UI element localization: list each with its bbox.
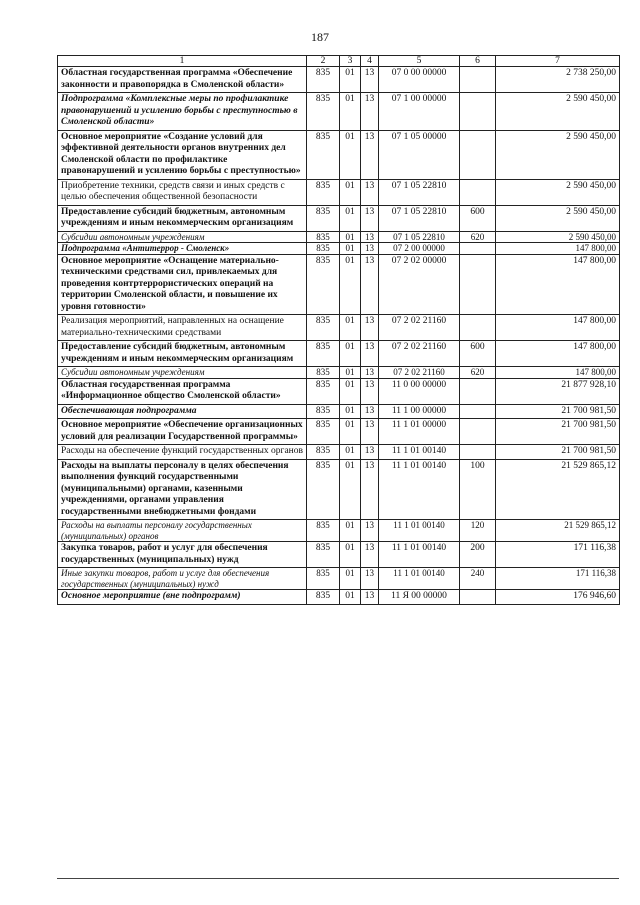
expense-type-cell [460, 590, 496, 605]
target-article-cell: 07 2 02 00000 [379, 254, 460, 315]
table-row [58, 404, 620, 419]
header-row [58, 56, 620, 67]
section-cell: 01 [340, 179, 361, 205]
target-article-cell: 07 1 05 22810 [379, 205, 460, 231]
row-name-cell: Расходы на выплаты персоналу в целях обеспечения выполнения функций государственными (муниципальными) органами, казенными учреждениями, органами управления государственными внебюджетными фондами [58, 459, 307, 520]
expense-type-cell: 600 [460, 205, 496, 231]
target-article-cell: 11 1 01 00140 [379, 520, 460, 542]
table-row [58, 341, 620, 367]
subsection-cell: 13 [361, 590, 379, 605]
section-cell: 01 [340, 254, 361, 315]
header-cell: 4 [361, 56, 379, 67]
admin-code-cell: 835 [307, 542, 340, 568]
table-row [58, 568, 620, 590]
section-cell: 01 [340, 590, 361, 605]
table-row [58, 590, 620, 605]
admin-code-cell: 835 [307, 130, 340, 179]
subsection-cell: 13 [361, 254, 379, 315]
expense-type-cell [460, 315, 496, 341]
target-article-cell: 11 1 01 00140 [379, 459, 460, 520]
subsection-cell: 13 [361, 315, 379, 341]
admin-code-cell: 835 [307, 520, 340, 542]
subsection-cell: 13 [361, 243, 379, 255]
amount-cell: 2 590 450,00 [496, 231, 620, 243]
row-name-cell: Приобретение техники, средств связи и иных средств с целью обеспечения общественной безопасности [58, 179, 307, 205]
target-article-cell: 07 1 05 22810 [379, 231, 460, 243]
expense-type-cell: 120 [460, 520, 496, 542]
expense-type-cell [460, 419, 496, 445]
amount-cell: 2 590 450,00 [496, 130, 620, 179]
table-row [58, 542, 620, 568]
section-cell: 01 [340, 378, 361, 404]
admin-code-cell: 835 [307, 231, 340, 243]
footer-rule [57, 878, 619, 879]
amount-cell: 147 800,00 [496, 341, 620, 367]
expense-type-cell: 620 [460, 367, 496, 379]
subsection-cell: 13 [361, 445, 379, 460]
expense-type-cell [460, 404, 496, 419]
subsection-cell: 13 [361, 93, 379, 131]
amount-cell: 21 700 981,50 [496, 419, 620, 445]
expense-type-cell: 200 [460, 542, 496, 568]
amount-cell: 176 946,60 [496, 590, 620, 605]
budget-table [57, 55, 620, 605]
section-cell: 01 [340, 315, 361, 341]
header-cell: 5 [379, 56, 460, 67]
row-name-cell: Подпрограмма «Антитеррор - Смоленск» [58, 243, 307, 255]
row-name-cell: Областная государственная программа «Информационное общество Смоленской области» [58, 378, 307, 404]
target-article-cell: 11 1 01 00140 [379, 542, 460, 568]
admin-code-cell: 835 [307, 590, 340, 605]
admin-code-cell: 835 [307, 243, 340, 255]
target-article-cell: 07 2 02 21160 [379, 367, 460, 379]
section-cell: 01 [340, 67, 361, 93]
row-name-cell: Иные закупки товаров, работ и услуг для обеспечения государственных (муниципальных) нужд [58, 568, 307, 590]
expense-type-cell [460, 93, 496, 131]
row-name-cell: Областная государственная программа «Обеспечение законности и правопорядка в Смоленской области» [58, 67, 307, 93]
admin-code-cell: 835 [307, 254, 340, 315]
admin-code-cell: 835 [307, 67, 340, 93]
row-name-cell: Субсидии автономным учреждениям [58, 367, 307, 379]
row-name-cell: Обеспечивающая подпрограмма [58, 404, 307, 419]
row-name-cell: Реализация мероприятий, направленных на оснащение материально-техническими средствами [58, 315, 307, 341]
subsection-cell: 13 [361, 459, 379, 520]
admin-code-cell: 835 [307, 93, 340, 131]
row-name-cell: Закупка товаров, работ и услуг для обеспечения государственных (муниципальных) нужд [58, 542, 307, 568]
row-name-cell: Основное мероприятие «Создание условий для эффективной деятельности органов внутренних дел Смоленской области по профилактике правонарушений и усилению борьбы с преступностью» [58, 130, 307, 179]
expense-type-cell [460, 254, 496, 315]
subsection-cell: 13 [361, 179, 379, 205]
section-cell: 01 [340, 542, 361, 568]
section-cell: 01 [340, 231, 361, 243]
expense-type-cell: 240 [460, 568, 496, 590]
amount-cell: 21 877 928,10 [496, 378, 620, 404]
target-article-cell: 07 2 02 21160 [379, 341, 460, 367]
section-cell: 01 [340, 130, 361, 179]
expense-type-cell: 100 [460, 459, 496, 520]
table-row [58, 315, 620, 341]
header-cell: 2 [307, 56, 340, 67]
target-article-cell: 11 0 00 00000 [379, 378, 460, 404]
subsection-cell: 13 [361, 367, 379, 379]
subsection-cell: 13 [361, 205, 379, 231]
amount-cell: 171 116,38 [496, 542, 620, 568]
header-cell: 1 [58, 56, 307, 67]
expense-type-cell [460, 130, 496, 179]
expense-type-cell [460, 445, 496, 460]
table-row [58, 130, 620, 179]
amount-cell: 147 800,00 [496, 243, 620, 255]
admin-code-cell: 835 [307, 315, 340, 341]
amount-cell: 21 700 981,50 [496, 404, 620, 419]
section-cell: 01 [340, 341, 361, 367]
admin-code-cell: 835 [307, 179, 340, 205]
amount-cell: 147 800,00 [496, 315, 620, 341]
section-cell: 01 [340, 243, 361, 255]
section-cell: 01 [340, 205, 361, 231]
table-row [58, 243, 620, 255]
subsection-cell: 13 [361, 542, 379, 568]
table-row [58, 67, 620, 93]
table-row [58, 459, 620, 520]
amount-cell: 2 590 450,00 [496, 179, 620, 205]
admin-code-cell: 835 [307, 445, 340, 460]
row-name-cell: Субсидии автономным учреждениям [58, 231, 307, 243]
expense-type-cell: 600 [460, 341, 496, 367]
admin-code-cell: 835 [307, 378, 340, 404]
section-cell: 01 [340, 404, 361, 419]
target-article-cell: 07 1 00 00000 [379, 93, 460, 131]
subsection-cell: 13 [361, 404, 379, 419]
section-cell: 01 [340, 419, 361, 445]
section-cell: 01 [340, 520, 361, 542]
subsection-cell: 13 [361, 67, 379, 93]
target-article-cell: 07 1 05 00000 [379, 130, 460, 179]
admin-code-cell: 835 [307, 341, 340, 367]
amount-cell: 21 529 865,12 [496, 459, 620, 520]
subsection-cell: 13 [361, 378, 379, 404]
target-article-cell: 07 1 05 22810 [379, 179, 460, 205]
subsection-cell: 13 [361, 419, 379, 445]
table-row [58, 179, 620, 205]
amount-cell: 2 738 250,00 [496, 67, 620, 93]
admin-code-cell: 835 [307, 459, 340, 520]
row-name-cell: Предоставление субсидий бюджетным, автономным учреждениям и иным некоммерческим организациям [58, 341, 307, 367]
header-cell: 3 [340, 56, 361, 67]
target-article-cell: 11 1 01 00000 [379, 419, 460, 445]
row-name-cell: Основное мероприятие «Оснащение материально-техническими средствами сил, привлекаемых для проведения контртеррористических операций на территории Смоленской области, и повышение их уровня готовности» [58, 254, 307, 315]
page-number: 187 [311, 30, 329, 44]
target-article-cell: 07 2 00 00000 [379, 243, 460, 255]
amount-cell: 147 800,00 [496, 254, 620, 315]
header-cell: 6 [460, 56, 496, 67]
subsection-cell: 13 [361, 520, 379, 542]
table-row [58, 93, 620, 131]
table-body [58, 56, 620, 605]
expense-type-cell: 620 [460, 231, 496, 243]
table-row [58, 231, 620, 243]
row-name-cell: Расходы на выплаты персоналу государственных (муниципальных) органов [58, 520, 307, 542]
section-cell: 01 [340, 367, 361, 379]
target-article-cell: 07 2 02 21160 [379, 315, 460, 341]
target-article-cell: 11 1 00 00000 [379, 404, 460, 419]
table-row [58, 378, 620, 404]
table-row [58, 367, 620, 379]
row-name-cell: Основное мероприятие (вне подпрограмм) [58, 590, 307, 605]
target-article-cell: 11 1 01 00140 [379, 568, 460, 590]
expense-type-cell [460, 243, 496, 255]
table-row [58, 205, 620, 231]
admin-code-cell: 835 [307, 568, 340, 590]
section-cell: 01 [340, 93, 361, 131]
target-article-cell: 11 Я 00 00000 [379, 590, 460, 605]
expense-type-cell [460, 378, 496, 404]
section-cell: 01 [340, 445, 361, 460]
table-row [58, 445, 620, 460]
amount-cell: 147 800,00 [496, 367, 620, 379]
admin-code-cell: 835 [307, 404, 340, 419]
amount-cell: 2 590 450,00 [496, 205, 620, 231]
admin-code-cell: 835 [307, 205, 340, 231]
amount-cell: 21 529 865,12 [496, 520, 620, 542]
admin-code-cell: 835 [307, 367, 340, 379]
header-cell: 7 [496, 56, 620, 67]
section-cell: 01 [340, 459, 361, 520]
subsection-cell: 13 [361, 568, 379, 590]
subsection-cell: 13 [361, 130, 379, 179]
amount-cell: 21 700 981,50 [496, 445, 620, 460]
expense-type-cell [460, 179, 496, 205]
target-article-cell: 11 1 01 00140 [379, 445, 460, 460]
target-article-cell: 07 0 00 00000 [379, 67, 460, 93]
table-row [58, 520, 620, 542]
admin-code-cell: 835 [307, 419, 340, 445]
expense-type-cell [460, 67, 496, 93]
subsection-cell: 13 [361, 341, 379, 367]
row-name-cell: Основное мероприятие «Обеспечение организационных условий для реализации Государственной программы» [58, 419, 307, 445]
table-row [58, 419, 620, 445]
row-name-cell: Предоставление субсидий бюджетным, автономным учреждениям и иным некоммерческим организациям [58, 205, 307, 231]
amount-cell: 171 116,38 [496, 568, 620, 590]
row-name-cell: Подпрограмма «Комплексные меры по профилактике правонарушений и усилению борьбы с преступностью в Смоленской области» [58, 93, 307, 131]
subsection-cell: 13 [361, 231, 379, 243]
amount-cell: 2 590 450,00 [496, 93, 620, 131]
table-row [58, 254, 620, 315]
row-name-cell: Расходы на обеспечение функций государственных органов [58, 445, 307, 460]
section-cell: 01 [340, 568, 361, 590]
